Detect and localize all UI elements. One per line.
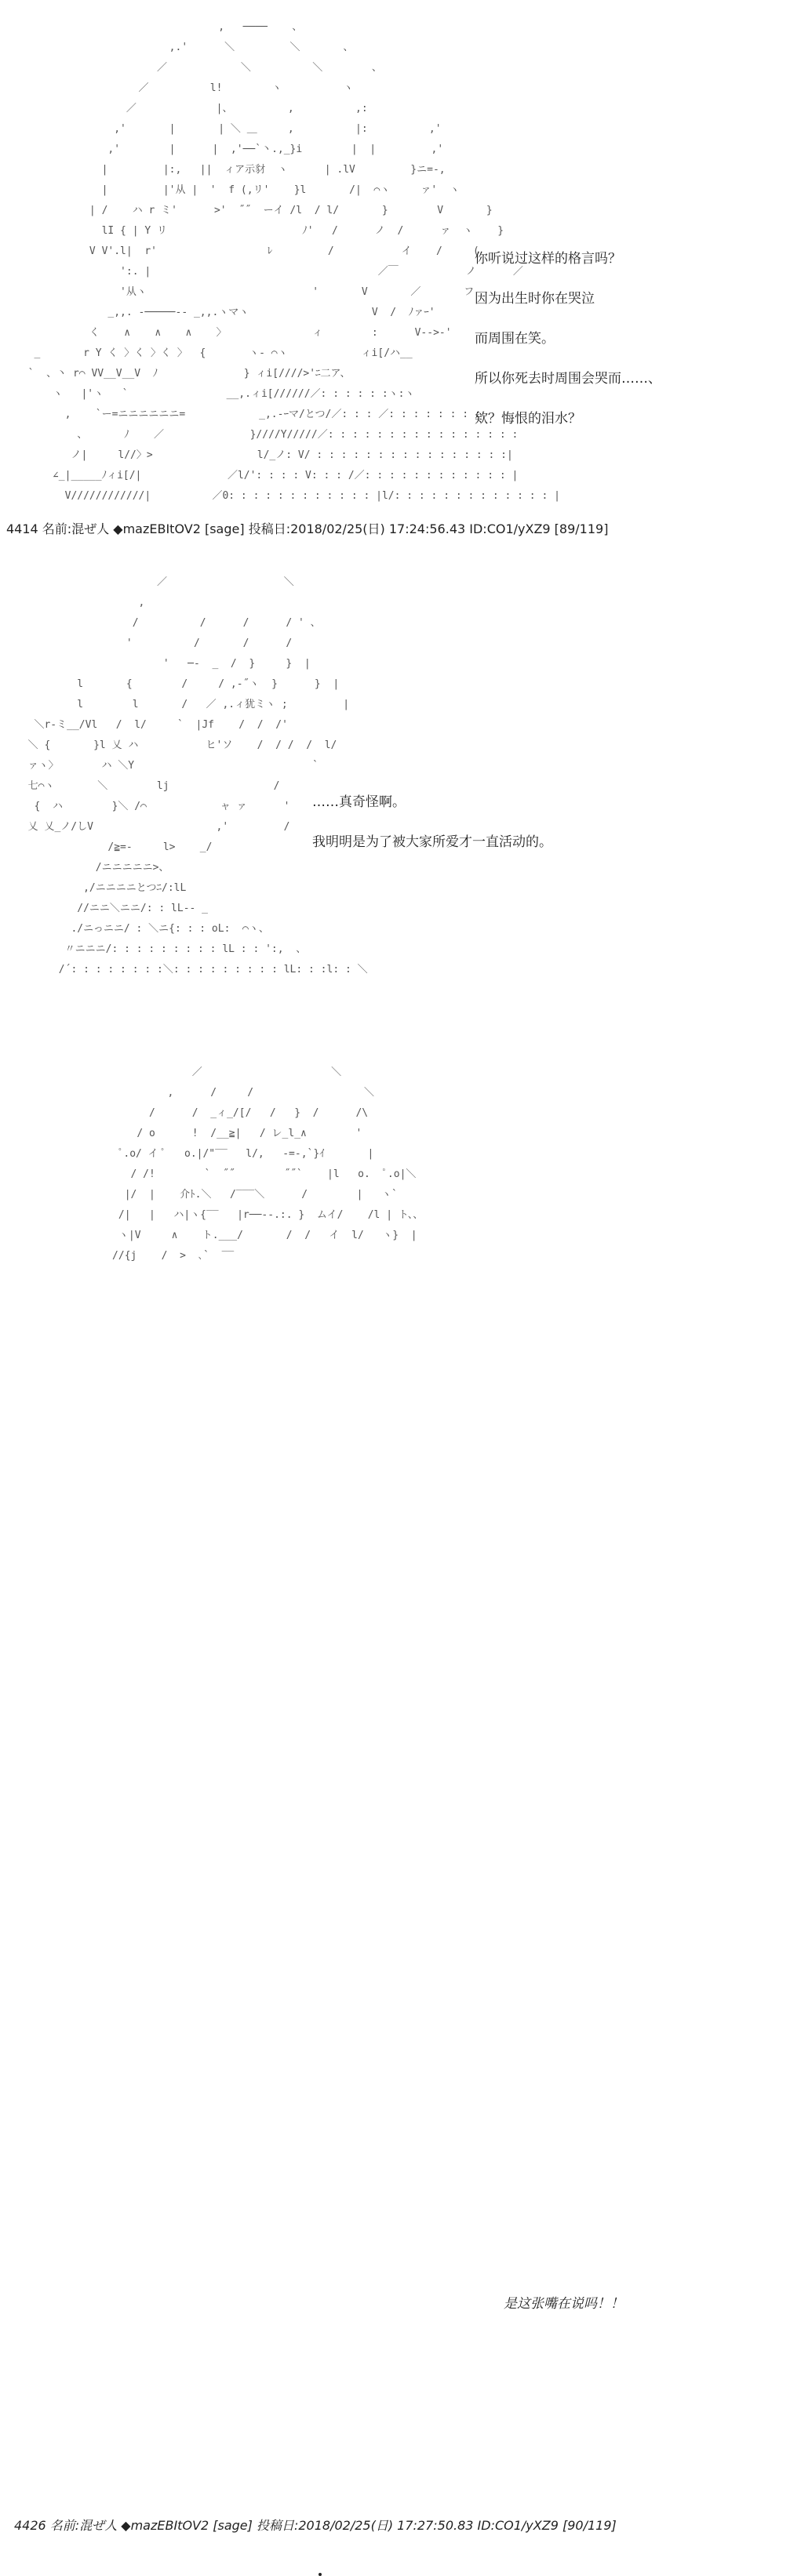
ascii-art-panel-2: ／ ＼ , / / / / ' 、 ' / / / ' ─- _ / } } | l { / / ,-˝ヽ } } | l l / ／ ,.ィ犹ミヽ ; | ＼r-ミ__/Vl / l/ ` |Jf / / /' ＼ { }l 乂 ハ ヒ'ソ / / / / l/ ァヽ〉 ハ ＼Y ` 七⌒ヽ ＼ lj / { ハ }＼ /⌒ ャ ァ ' 乂 乂_ノ/しV ,' / /≧=- l> _/ /ニニニニニ>、 ,/ニニニニとつﾆ/:lL //ニニ＼ニニ/: : lL-- _ ./ニっニニ/ : ＼ニ{: : : oL: ⌒ヽ、 〃ニニニ/: : : : : : : : : lL : : ':, 、 /´: : : : : : : :＼: : : : : : : : : lL: : :l: : ＼ — [27, 576, 368, 976]
dialogue-line: 欸？悔恨的泪水？ — [475, 411, 581, 427]
post-header: 4414 名前:混ぜ人 ◆mazEBItOV2 [sage] 投稿日:2018/02/25(日) 17:24:56.43 ID:CO1/yXZ9 [89/119] — [6, 521, 609, 536]
dialogue-line: 所以你死去时周围会哭而……、 — [475, 371, 661, 387]
dialogue-line: 因为出生时你在哭泣 — [475, 291, 595, 307]
ascii-art-panel-3: ／ ＼ , / / ＼ / / _ィ_/[/ / } / /\ / o ! /__≧| / レ_l_∧ ' ﾟ.o/ イ ﾟ o.|/"‾‾ l/, -=-,`}ｲ | / /! ` ˝˝ ˝˝` |l o. ﾟ.o|＼ |/ | 介ﾄ.＼ /‾‾‾＼ / | ヽ` /| | ハ|ヽ{‾‾ |r──--.:. } ムイ/ /l | ト、、 ヽ|V ∧ ト.___/ / / イ l/ ヽ} | //{j / > ､` ‾‾ 是这张嘴在说吗！！ 4426 名前:混ぜ人 ◆mazEBItOV2 [sage] 投稿日:2018/02/25(日) 17:27:50.83 ID:CO1/yXZ9 [90/119] — [8, 1063, 423, 1470]
dialogue-line: 是这张嘴在说吗！！ — [504, 2296, 624, 2312]
dialogue-line: 而周围在笑。 — [475, 331, 555, 347]
dialogue-line: 你听说过这样的格言吗？ — [475, 251, 621, 267]
dot-mark — [319, 2573, 322, 2576]
dialogue-line: ……真奇怪啊。 — [312, 794, 406, 810]
dialogue-panel-3 — [504, 2251, 624, 2353]
post-header: 4426 名前:混ぜ人 ◆mazEBItOV2 [sage] 投稿日:2018/02/25(日) 17:27:50.83 ID:CO1/yXZ9 [90/119] — [14, 2518, 617, 2533]
ascii-art-panel-1: , ──── 、 ,.' ＼ ＼ 、 ／ ＼ ＼ 、 ／ l! ヽ ヽ ／ |、 , ,: ,' | | ＼ ＿ , |: ,' ,' | | ,'──`丶.,_}i | | ,' | |:, || ィア示豺 ヽ | .lV }ニ=-, | |'从 | ' f (,リ' }l /| ⌒ヽ ァ' ヽ | / ハ r ミ' >' ˝˝ ーイ /l / l/ } V } lI { | Y リ ﾉ' / ノ / ァ ヽ } V V'.l| r' ﾚ / イ / ( ':. | ／￣ ノ ／ '从ヽ ' V ／ フ _,,. -─────-- _,,.ヽマヽ V / ﾉァｰ' く ∧ ∧ ∧ 〉 ィ : V-->-' _ r Y く 〉く 〉く 〉 { ヽ- ⌒ヽ ィi[/ハ__ ` 、丶 r⌒ VV__V__V ﾉ } ィi[////>'ﾆ二ア、 ヽ |'ヽ ` __,.ィi[//////／: : : : : :ヽ:ヽ , `ー=ニニニニニニ= _,.-ｰマ/とつ/／: : : ／: : : : : : : : 、 ﾉ ／ }////Y/////／: : : : : : : : : : : : : : : : ノ| l//〉> l/_ノ: V/ : : : : : : : : : : : : : : : :| ∠_|_____ﾉィi[/| ／l/': : : : V: : : /／: : : : : : : : : : : : | V////////////| ／0: : : : : : : : : : : : |l/: : : : : : : : : : : : : | — [27, 21, 560, 502]
dialogue-panel-1 — [475, 247, 661, 447]
dialogue-panel-2 — [312, 790, 552, 870]
dialogue-line: 我明明是为了被大家所爱才一直活动的。 — [312, 834, 552, 850]
